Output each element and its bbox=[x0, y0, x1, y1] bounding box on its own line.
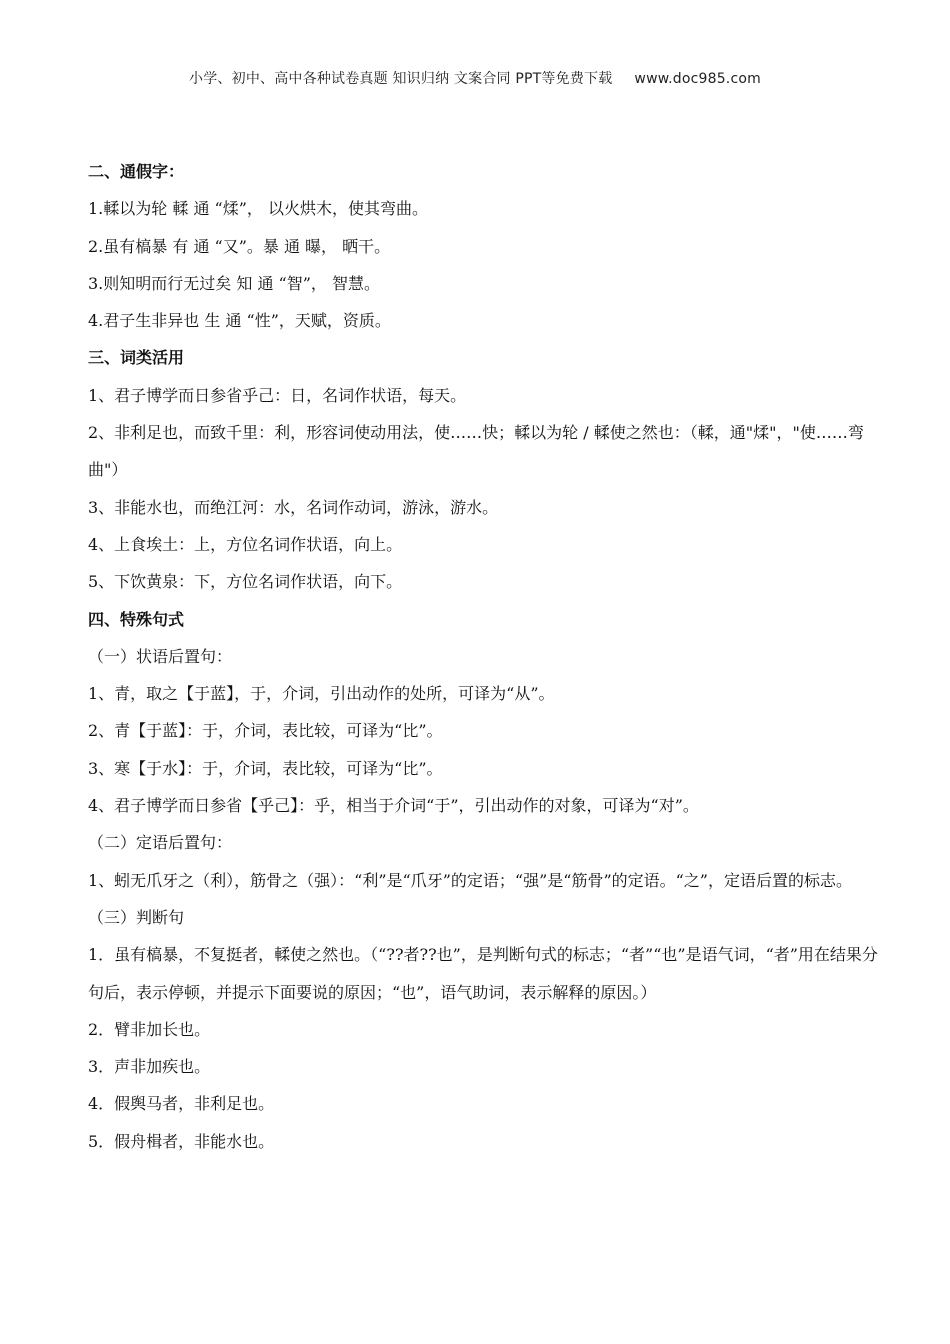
zhuangyu-item-1: 1、青，取之【于蓝】，于，介词，引出动作的处所，可译为“从”。 bbox=[88, 684, 555, 704]
zhuangyu-item-3: 3、寒【于水】：于，介词，表比较，可译为“比”。 bbox=[88, 758, 443, 778]
header-url[interactable]: www.doc985.com bbox=[634, 71, 761, 87]
document-body bbox=[88, 153, 878, 1160]
panduan-item-5: 5．假舟楫者，非能水也。 bbox=[88, 1131, 275, 1151]
cilei-item-2: 2、非利足也，而致千里：利，形容词使动用法，使……快；輮以为轮 / 輮使之然也：（輮，通"煣"，"使……弯曲"） bbox=[88, 423, 864, 480]
panduan-item-1: 1．虽有槁暴，不复挺者，輮使之然也。（“??者??也”，是判断句式的标志；“者”“也”是语气词，“者”用在结果分句后，表示停顿，并提示下面要说的原因；“也”，语气助词，表示解释的原因。） bbox=[88, 945, 878, 1002]
subsection-heading-zhuangyu: （一）状语后置句： bbox=[88, 646, 233, 666]
zhuangyu-item-2: 2、青【于蓝】：于，介词，表比较，可译为“比”。 bbox=[88, 721, 443, 741]
tongjia-item-1: 1.輮以为轮 輮 通 “煣”， 以火烘木，使其弯曲。 bbox=[88, 199, 428, 219]
zhuangyu-item-4: 4、君子博学而日参省【乎己】：乎，相当于介词“于”，引出动作的对象，可译为“对”。 bbox=[88, 796, 699, 816]
panduan-item-2: 2．臂非加长也。 bbox=[88, 1019, 211, 1039]
cilei-item-4: 4、上食埃土：上，方位名词作状语，向上。 bbox=[88, 534, 403, 554]
section-heading-teshu: 四、特殊句式 bbox=[88, 609, 185, 629]
header-text: 小学、初中、高中各种试卷真题 知识归纳 文案合同 PPT等免费下载 bbox=[189, 71, 613, 87]
tongjia-item-3: 3.则知明而行无过矣 知 通 “智”， 智慧。 bbox=[88, 273, 380, 293]
panduan-item-4: 4．假舆马者，非利足也。 bbox=[88, 1094, 275, 1114]
subsection-heading-panduan: （三）判断句 bbox=[88, 907, 185, 927]
panduan-item-3: 3．声非加疾也。 bbox=[88, 1057, 211, 1077]
tongjia-item-2: 2.虽有槁暴 有 通 “又”。暴 通 曝， 晒干。 bbox=[88, 236, 391, 256]
section-heading-tongjia: 二、通假字： bbox=[88, 162, 185, 181]
cilei-item-1: 1、君子博学而日参省乎己：日，名词作状语，每天。 bbox=[88, 385, 467, 405]
subsection-heading-dingyu: （二）定语后置句： bbox=[88, 833, 233, 853]
page-header bbox=[0, 68, 950, 88]
tongjia-item-4: 4.君子生非异也 生 通 “性”，天赋，资质。 bbox=[88, 311, 391, 331]
cilei-item-5: 5、下饮黄泉：下，方位名词作状语，向下。 bbox=[88, 572, 403, 592]
section-heading-cilei: 三、词类活用 bbox=[88, 348, 185, 368]
dingyu-item-1: 1、蚓无爪牙之（利），筋骨之（强）：“利”是“爪牙”的定语；“强”是“筋骨”的定语。“之”，定语后置的标志。 bbox=[88, 870, 852, 890]
cilei-item-3: 3、非能水也，而绝江河：水，名词作动词，游泳，游水。 bbox=[88, 497, 499, 517]
